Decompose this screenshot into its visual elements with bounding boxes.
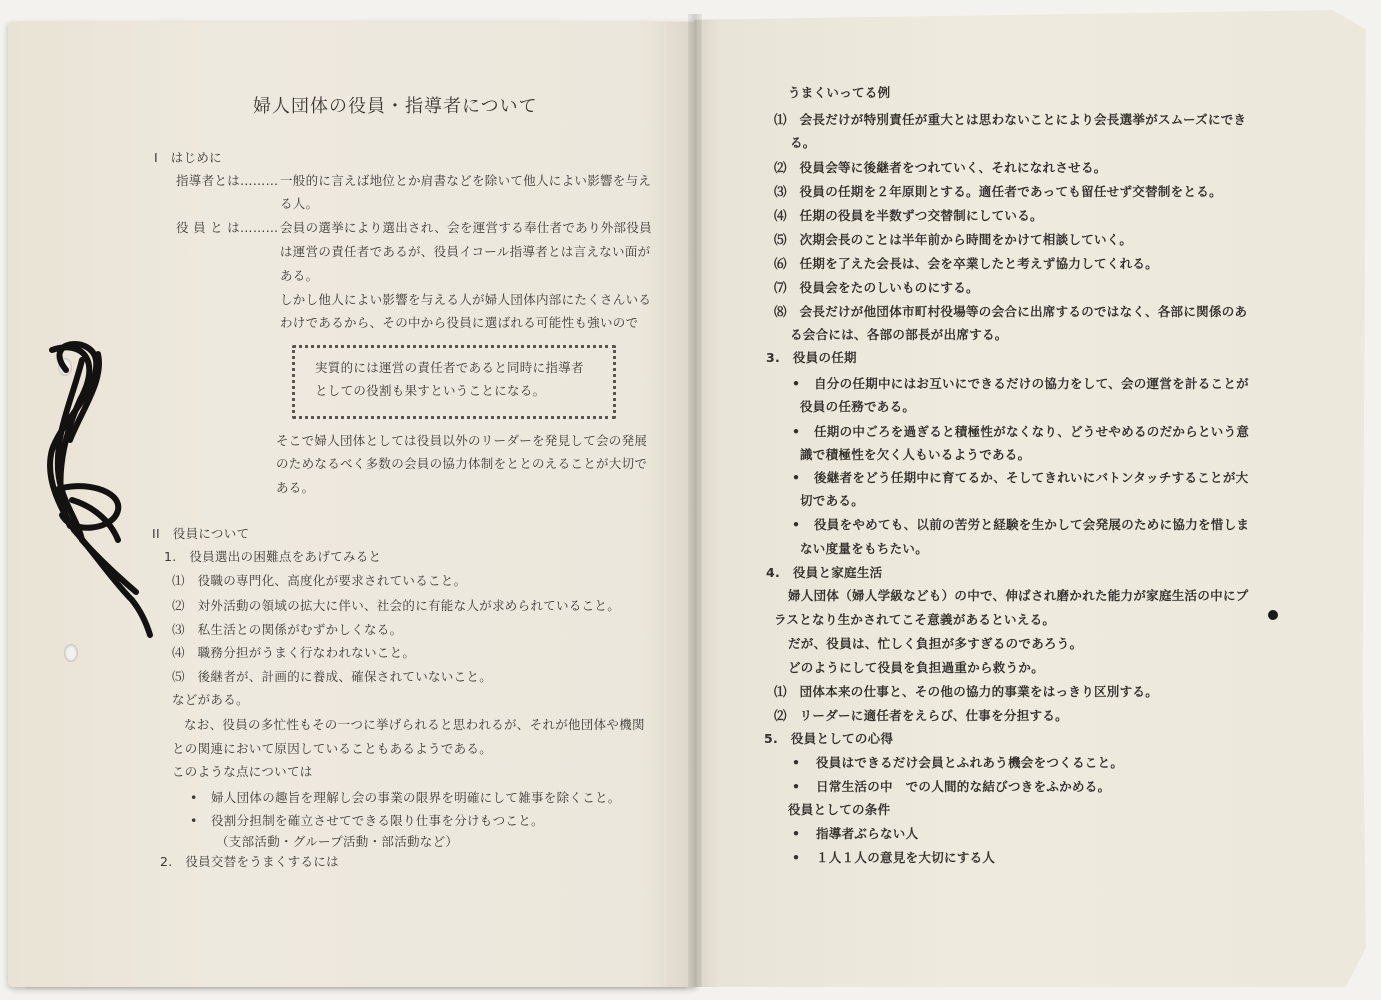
definition-officer-line-3: ある。 — [280, 268, 319, 283]
left-bullet-note: （支部活動・グループ活動・部活動など） — [216, 834, 459, 849]
paragraph-3-line-2: との関連において原因していることもあるようである。 — [172, 741, 493, 756]
bullet-glyph: • — [792, 755, 801, 770]
difficulty-item: ⑵ 対外活動の領域の拡大に伴い、社会的に有能な人が求められていること。 — [172, 598, 621, 613]
definition-officer-term: 役 員 と は……… — [176, 220, 279, 235]
left-bullet-item: 婦人団体の趣旨を理解し会の事業の限界を明確にして雑事を除くこと。 — [211, 790, 621, 805]
difficulty-item: ⑶ 私生活との関係がむずかしくなる。 — [172, 622, 403, 637]
dotted-callout-box — [292, 345, 616, 419]
definition-leader-line-1: 一般的に言えば地位とか肩書などを除いて他人によい影響を与え — [280, 173, 652, 188]
family-paragraph-1-line-2: ラスとなり生かされてこそ意義があるといえる。 — [774, 612, 1056, 627]
section-2-heading: II 役員について — [152, 526, 250, 541]
callout-line-1: 実質的には運営の責任者であると同時に指導者 — [315, 360, 584, 375]
example-1-line-1: ⑴ 会長だけが特別責任が重大とは思わないことにより会長選挙がスムーズにでき — [774, 112, 1247, 127]
paragraph-2-line-2: のためなるべく多数の会員の協力体制をととのえることが大切で — [276, 456, 648, 471]
term-bullet-1-line-2: 役員の任務である。 — [800, 399, 916, 414]
term-bullet-3-line-1: 後継者をどう任期中に育てるか、そしてきれいにバトンタッチすることが大 — [814, 470, 1249, 485]
term-bullet-1-line-1: 自分の任期中にはお互いにできるだけの協力をして、会の運営を計ることが — [814, 376, 1249, 391]
paragraph-2-line-3: ある。 — [276, 480, 315, 495]
example-1-line-2: る。 — [790, 135, 816, 150]
binding-cord — [22, 330, 162, 650]
family-paragraph-3: どのようにして役員を負担過重から救うか。 — [788, 660, 1045, 675]
paragraph-1-line-1: しかし他人によい影響を与える人が婦人団体内部にたくさんいる — [280, 292, 652, 307]
term-bullet-3-line-2: 切である。 — [800, 493, 865, 508]
section-1-heading: I はじめに — [154, 150, 222, 165]
bullet-glyph: • — [792, 826, 801, 841]
attitude-bullet-1: 役員はできるだけ会員とふれあう機会をつくること。 — [816, 755, 1124, 770]
bullet-glyph: • — [792, 424, 801, 439]
example-item: ⑶ 役員の任期を２年原則とする。適任者であっても留任せず交替制をとる。 — [774, 184, 1222, 199]
bullet-glyph: • — [190, 813, 198, 828]
definition-officer-line-2: は運営の責任者であるが、役員イコール指導者とは言えない面が — [280, 244, 651, 259]
bullet-glyph: • — [792, 850, 801, 865]
family-item-1: ⑴ 団体本来の仕事と、その他の協力的事業をはっきり区別する。 — [774, 684, 1159, 699]
example-item: ⑷ 任期の役員を半数ずつ交替制にしている。 — [774, 208, 1043, 223]
family-paragraph-1-line-1: 婦人団体（婦人学級なども）の中で、伸ばされ磨かれた能力が家庭生活の中にプ — [788, 588, 1249, 603]
bullet-glyph: • — [792, 376, 801, 391]
definition-leader-term: 指導者とは……… — [176, 173, 279, 188]
page-title: 婦人団体の役員・指導者について — [253, 96, 538, 117]
bullet-glyph: • — [190, 790, 198, 805]
bullet-glyph: • — [792, 470, 801, 485]
subsection-2-heading: 2. 役員交替をうまくするには — [160, 854, 339, 869]
definition-officer-line-1: 会員の選挙により選出され、会を運営する奉仕者であり外部役員 — [280, 220, 652, 235]
bullet-glyph: • — [792, 779, 801, 794]
difficulty-item: ⑸ 後継者が、計画的に養成、確保されていないこと。 — [172, 669, 493, 684]
example-item: ⑵ 役員会等に後継者をつれていく、それになれさせる。 — [774, 160, 1107, 175]
callout-line-2: としての役割も果すということになる。 — [315, 383, 546, 398]
condition-bullet-1: 指導者ぶらない人 — [816, 826, 919, 841]
term-bullet-2-line-2: 識で積極性を欠く人もいるようである。 — [800, 447, 1031, 462]
paragraph-2-line-1: そこで婦人団体としては役員以外のリーダーを発見して会の発展 — [276, 433, 648, 448]
difficulty-tail: などがある。 — [172, 692, 249, 707]
book-spine — [688, 14, 702, 987]
ink-dot-mark — [1268, 610, 1278, 620]
family-paragraph-2: だが、役員は、忙しく負担が多すぎるのであろう。 — [788, 636, 1083, 651]
definition-leader-line-2: る人。 — [280, 196, 319, 211]
bullet-glyph: • — [792, 517, 801, 532]
example-8-line-2: る会合には、各部の部長が出席する。 — [790, 327, 1008, 342]
example-8-line-1: ⑻ 会長だけが他団体市町村役場等の会合に出席するのではなく、各部に関係のあ — [774, 304, 1248, 319]
left-bullet-item: 役割分担制を確立させてできる限り仕事を分けもつこと。 — [211, 813, 544, 828]
condition-bullet-2: １人１人の意見を大切にする人 — [816, 850, 996, 865]
difficulty-item: ⑴ 役職の専門化、高度化が要求されていること。 — [172, 573, 467, 588]
term-bullet-4-line-2: ない度量をもちたい。 — [800, 541, 929, 556]
paragraph-1-line-2: わけであるから、その中から役員に選ばれる可能性も強いので — [280, 315, 639, 330]
section-4-heading: 4. 役員と家庭生活 — [766, 565, 883, 580]
examples-heading: うまくいってる例 — [788, 85, 891, 100]
paragraph-3-line-1: なお、役員の多忙性もその一つに挙げられると思われるが、それが他団体や機関 — [184, 717, 645, 732]
section-5-heading: 5. 役員としての心得 — [764, 731, 894, 746]
conditions-heading: 役員としての条件 — [788, 802, 891, 817]
attitude-bullet-2: 日常生活の中 での人間的な結びつきをふかめる。 — [816, 779, 1111, 794]
example-item: ⑺ 役員会をたのしいものにする。 — [774, 280, 979, 295]
paragraph-4: このような点については — [172, 764, 313, 779]
term-bullet-4-line-1: 役員をやめても、以前の苦労と経験を生かして会発展のために協力を惜しま — [814, 517, 1250, 532]
family-item-2: ⑵ リーダーに適任者をえらび、仕事を分担する。 — [774, 708, 1068, 723]
example-item: ⑸ 次期会長のことは半年前から時間をかけて相談していく。 — [774, 232, 1133, 247]
difficulty-item: ⑷ 職務分担がうまく行なわれないこと。 — [172, 645, 416, 660]
section-3-heading: 3. 役員の任期 — [766, 350, 857, 365]
example-item: ⑹ 任期を了えた会長は、会を卒業したと考えず協力してくれる。 — [774, 256, 1159, 271]
term-bullet-2-line-1: 任期の中ごろを過ぎると積極性がなくなり、どうせやめるのだからという意 — [814, 424, 1250, 439]
subsection-1-heading: 1. 役員選出の困難点をあげてみると — [164, 549, 382, 564]
